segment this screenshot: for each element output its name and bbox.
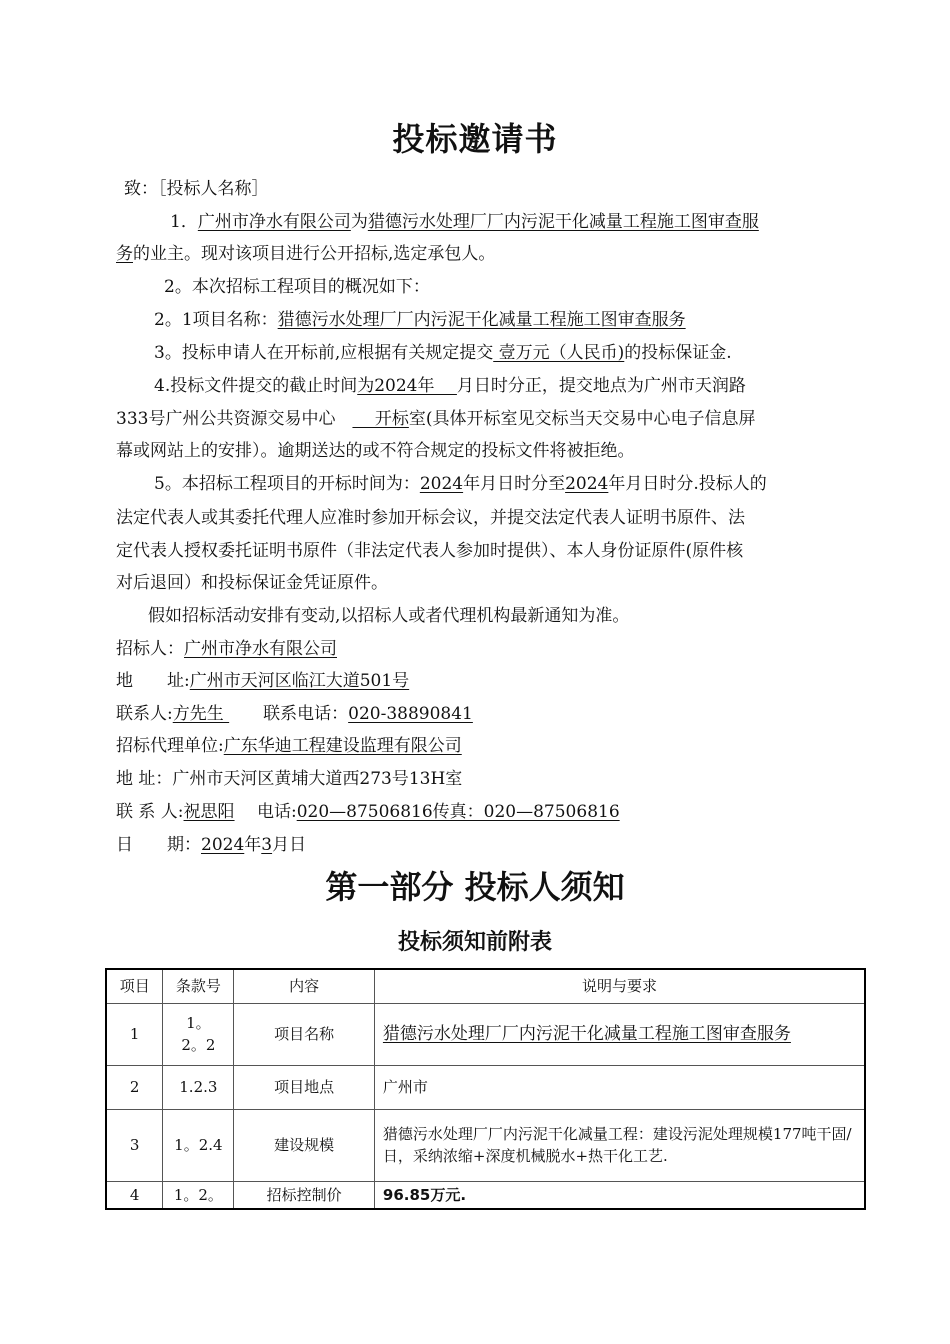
para-5-line-1: 5。本招标工程项目的开标时间为：2024年月日时分至2024年月日时分.投标人的 xyxy=(154,474,767,494)
agent-contact: 联 系 人:祝思阳 电话:020—87506816传真：020—87506816 xyxy=(116,802,620,822)
date: 日 期：2024年3月日 xyxy=(116,835,307,855)
para-4-line-2: 333号广州公共资源交易中心 开标室(具体开标室见交标当天交易中心电子信息屏 xyxy=(116,409,756,429)
doc-title: 投标邀请书 xyxy=(392,120,558,158)
table-row: 1 1。2。2 项目名称 猎德污水处理厂厂内污泥干化减量工程施工图审查服务 xyxy=(106,1003,865,1065)
part-1-title: 第一部分 投标人须知 xyxy=(325,868,625,906)
tenderer: 招标人：广州市净水有限公司 xyxy=(116,639,337,659)
para-1-line-2: 务的业主。现对该项目进行公开招标,选定承包人。 xyxy=(116,244,496,264)
para-3: 3。投标申请人在开标前,应根据有关规定提交 壹万元（人民币)的投标保证金. xyxy=(154,343,732,363)
tenderer-contact: 联系人:方先生 联系电话：020-38890841 xyxy=(116,704,473,724)
header-desc: 说明与要求 xyxy=(374,969,865,1003)
para-6: 假如招标活动安排有变动,以招标人或者代理机构最新通知为准。 xyxy=(148,606,630,626)
para-1-line-1: 1．广州市净水有限公司为猎德污水处理厂厂内污泥干化减量工程施工图审查服 xyxy=(170,212,759,232)
agent: 招标代理单位:广东华迪工程建设监理有限公司 xyxy=(116,736,462,756)
addressee: 致：［投标人名称］ xyxy=(124,179,269,199)
table-row: 4 1。2。 招标控制价 96.85万元. xyxy=(106,1181,865,1209)
para-4-line-3: 幕或网站上的安排）。逾期送达的或不符合规定的投标文件将被拒绝。 xyxy=(116,441,635,461)
instructions-table xyxy=(105,968,866,1210)
para-4-line-1: 4.投标文件提交的截止时间为2024年 月日时分正，提交地点为广州市天润路 xyxy=(154,376,746,396)
para-5-line-4: 对后退回）和投标保证金凭证原件。 xyxy=(116,573,388,593)
para-5-line-2: 法定代表人或其委托代理人应准时参加开标会议，并提交法定代表人证明书原件、法 xyxy=(116,508,745,528)
table-header-row xyxy=(106,969,865,1003)
table-row: 2 1.2.3 项目地点 广州市 xyxy=(106,1065,865,1109)
para-2: 2。本次招标工程项目的概况如下： xyxy=(164,277,430,297)
para-2-1: 2。1项目名称：猎德污水处理厂厂内污泥干化减量工程施工图审查服务 xyxy=(154,310,686,330)
para-5-line-3: 定代表人授权委托证明书原件（非法定代表人参加时提供）、本人身份证原件(原件核 xyxy=(116,541,744,561)
table-row: 3 1。2.4 建设规模 猎德污水处理厂厂内污泥干化减量工程：建设污泥处理规模177吨干固/日，采纳浓缩+深度机械脱水+热干化工艺. xyxy=(106,1109,865,1181)
part-1-subtitle: 投标须知前附表 xyxy=(397,929,552,955)
header-clause: 条款号 xyxy=(163,969,234,1003)
header-content: 内容 xyxy=(234,969,375,1003)
tenderer-address: 地 址:广州市天河区临江大道501号 xyxy=(116,671,410,691)
agent-address: 地 址：广州市天河区黄埔大道西273号13H室 xyxy=(116,769,463,789)
header-item: 项目 xyxy=(106,969,163,1003)
